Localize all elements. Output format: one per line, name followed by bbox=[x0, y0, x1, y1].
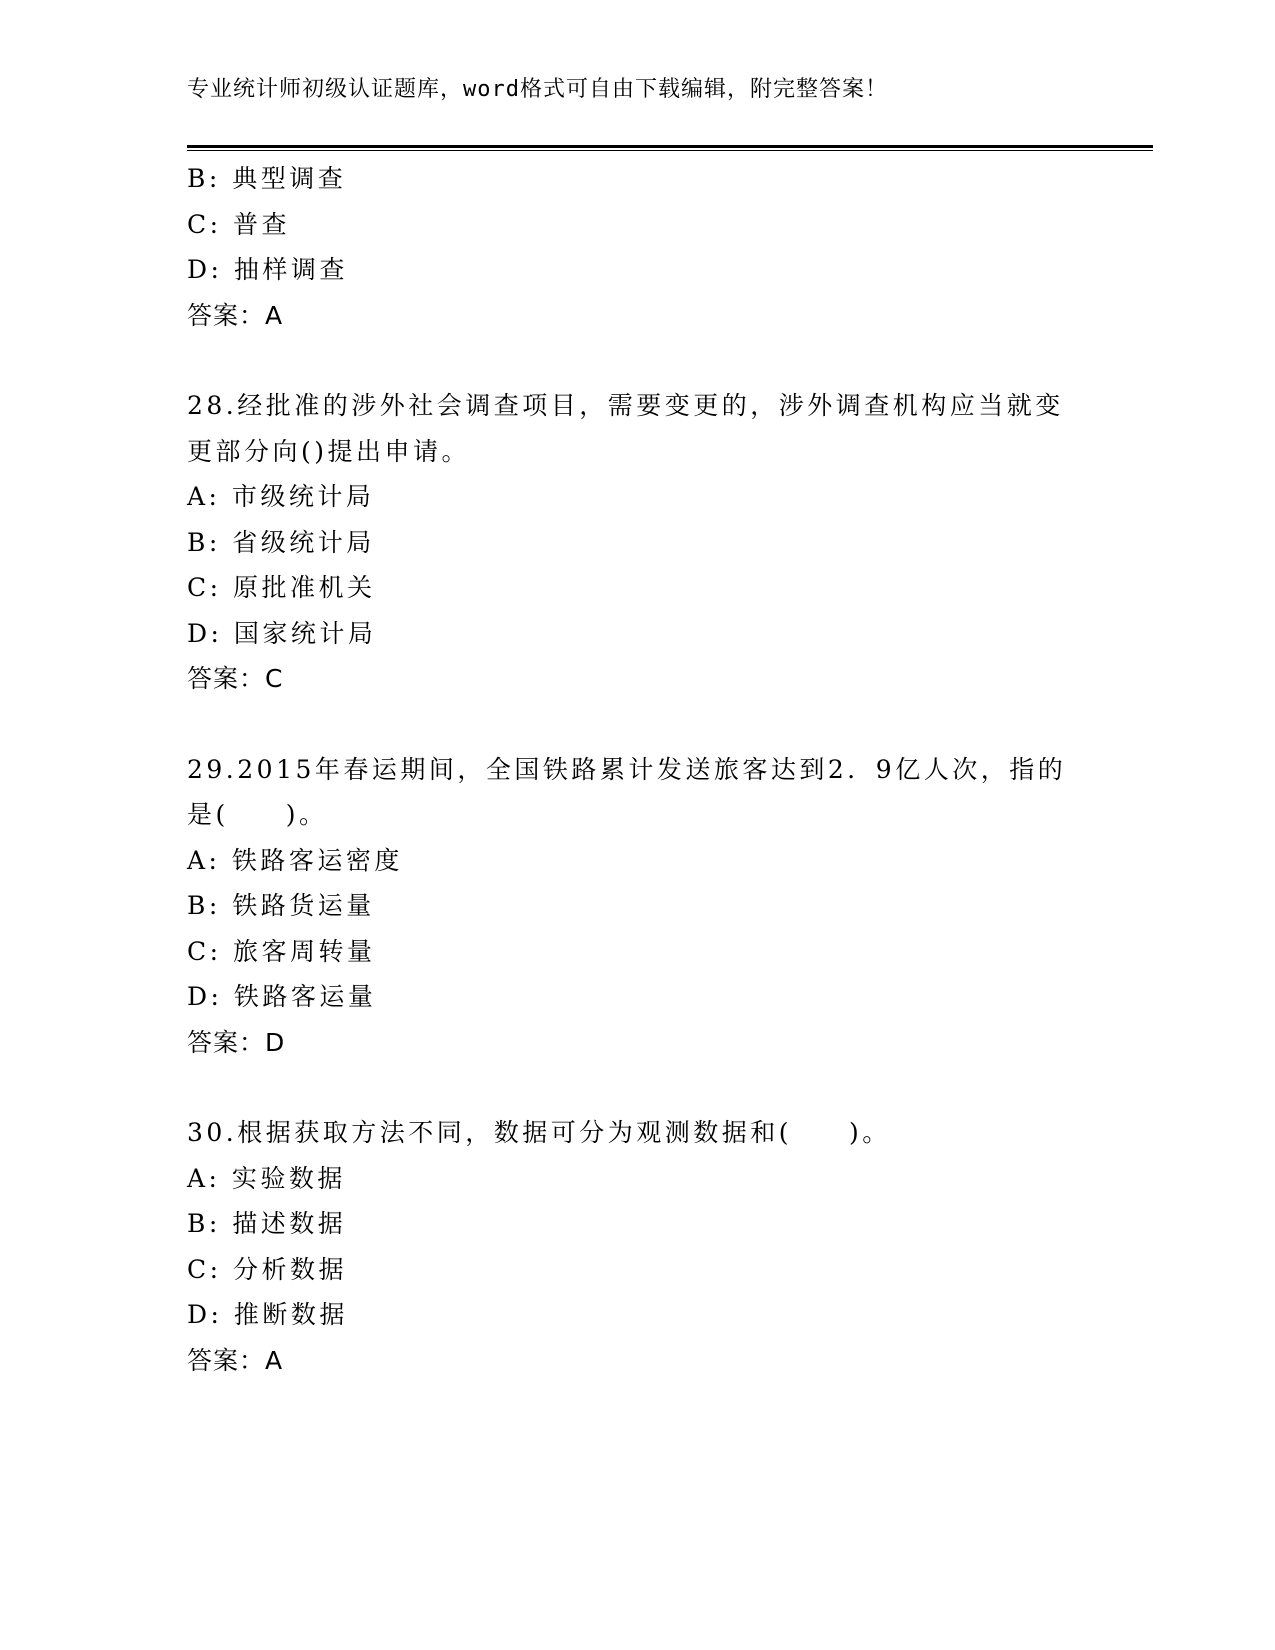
option-b: B: 省级统计局 bbox=[187, 527, 375, 557]
question-30 bbox=[187, 1110, 1087, 1383]
question-list bbox=[187, 156, 1087, 1383]
question-27-tail bbox=[187, 156, 1087, 338]
question-stem-line: 更部分向()提出申请。 bbox=[187, 436, 471, 466]
question-stem-line: 28.经批准的涉外社会调查项目，需要变更的，涉外调查机构应当就变 bbox=[187, 391, 1064, 420]
question-29 bbox=[187, 747, 1087, 1066]
page-header: 专业统计师初级认证题库，word格式可自由下载编辑，附完整答案！ bbox=[187, 77, 888, 102]
header-divider-thin bbox=[187, 150, 1153, 151]
option-d: D: 抽样调查 bbox=[187, 255, 348, 284]
option-c: C: 分析数据 bbox=[187, 1254, 347, 1284]
option-c: C: 旅客周转量 bbox=[187, 936, 376, 966]
answer-line: 答案：D bbox=[187, 1027, 286, 1057]
answer-line: 答案：C bbox=[187, 664, 284, 693]
option-d: D: 国家统计局 bbox=[187, 618, 377, 648]
option-a: A: 市级统计局 bbox=[187, 482, 375, 511]
option-c: C: 普查 bbox=[187, 209, 290, 239]
option-d: D: 推断数据 bbox=[187, 1300, 348, 1329]
header-divider bbox=[187, 145, 1153, 152]
question-stem-line: 29.2015年春运期间，全国铁路累计发送旅客达到2．9亿人次，指的 bbox=[187, 754, 1067, 784]
answer-line: 答案：A bbox=[187, 1345, 284, 1375]
option-b: B: 铁路货运量 bbox=[187, 891, 375, 920]
option-d: D: 铁路客运量 bbox=[187, 982, 377, 1011]
answer-line: 答案：A bbox=[187, 300, 284, 330]
option-b: B: 描述数据 bbox=[187, 1209, 347, 1238]
question-stem-line: 是( )。 bbox=[187, 800, 328, 829]
question-28 bbox=[187, 383, 1087, 702]
option-b: B: 典型调查 bbox=[187, 164, 347, 193]
option-a: A: 实验数据 bbox=[187, 1163, 346, 1193]
question-stem-line: 30.根据获取方法不同，数据可分为观测数据和( )。 bbox=[187, 1118, 891, 1147]
option-a: A: 铁路客运密度 bbox=[187, 845, 403, 875]
option-c: C: 原批准机关 bbox=[187, 573, 376, 602]
header-divider-thick bbox=[187, 145, 1153, 148]
